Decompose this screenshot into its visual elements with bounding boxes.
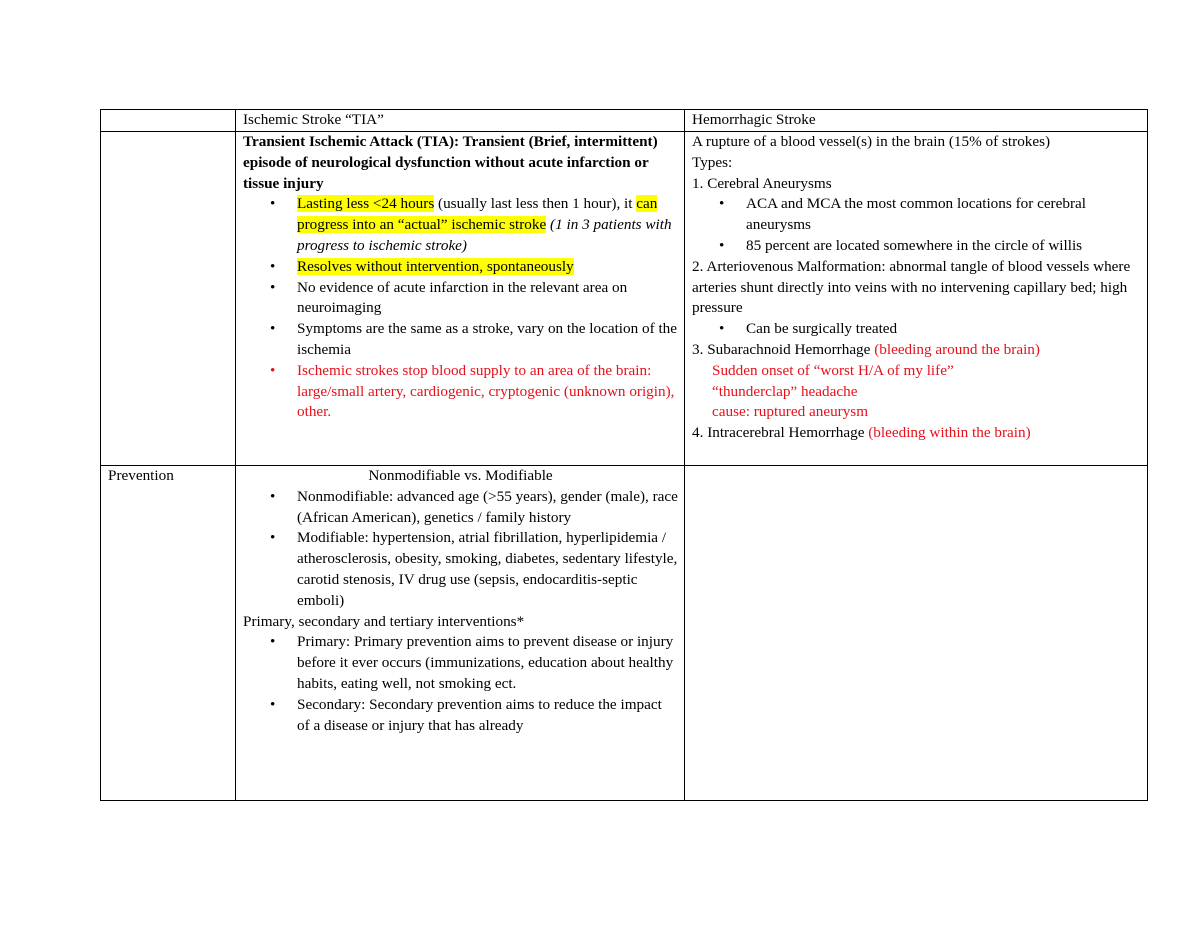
header-ischemic-stroke: Ischemic Stroke “TIA”: [236, 110, 685, 132]
subarachnoid-label: 3. Subarachnoid Hemorrhage: [692, 340, 875, 358]
list-item: • Secondary: Secondary prevention aims to reduce the impact of a disease or injury that has already: [243, 695, 678, 737]
text-duration-detail: (usually last less then 1 hour), it: [434, 195, 637, 213]
intervention-list: [243, 632, 678, 736]
prevention-heading: Nonmodifiable vs. Modifiable: [368, 467, 553, 484]
hemorrhagic-definition-cell: [685, 132, 1148, 466]
list-item-red: • Ischemic strokes stop blood supply to an area of the brain: large/small artery, cardiogenic, cryptogenic (unknown origin), other.: [243, 361, 678, 423]
table-row-definitions: [101, 132, 1148, 466]
intracerebral-label: 4. Intracerebral Hemorrhage: [692, 424, 869, 442]
list-item: • Nonmodifiable: advanced age (>55 years), gender (male), race (African American), genetics / family history: [243, 487, 678, 529]
prevention-cell: [236, 466, 685, 801]
subarachnoid-note: (bleeding around the brain): [874, 340, 1040, 358]
table-header-row: [101, 110, 1148, 132]
types-label: Types:: [692, 153, 733, 171]
subarachnoid-line-3: cause: ruptured aneurysm: [712, 403, 869, 421]
tia-definition: Transient Ischemic Attack (TIA): Transient (Brief, intermittent) episode of neurological dysfunction without acute infarction or tissue injury: [243, 133, 658, 192]
row-label-empty: [101, 132, 236, 466]
avm-bullet-list: [692, 319, 1141, 340]
list-item: • 85 percent are located somewhere in the circle of willis: [692, 236, 1141, 257]
tia-bullet-list: [243, 194, 678, 423]
list-item: • Symptoms are the same as a stroke, vary on the location of the ischemia: [243, 319, 678, 361]
hemorrhage-intro: A rupture of a blood vessel(s) in the brain (15% of strokes): [692, 133, 1051, 150]
intervention-levels-heading: Primary, secondary and tertiary interventions*: [243, 612, 525, 630]
prevention-hemorrhagic-cell: [685, 466, 1148, 801]
stroke-comparison-table: [100, 109, 1148, 801]
aneurysm-bullet-list: [692, 194, 1141, 256]
list-item: • Modifiable: hypertension, atrial fibrillation, hyperlipidemia / atherosclerosis, obesity, smoking, diabetes, sedentary lifestyle, carotid stenosis, IV drug use (sepsis, endocarditis-septic emboli): [243, 528, 678, 611]
ischemic-definition-cell: [236, 132, 685, 466]
list-item: • ACA and MCA the most common locations for cerebral aneurysms: [692, 194, 1141, 236]
list-item: • Primary: Primary prevention aims to prevent disease or injury before it ever occurs (immunizations, education about healthy habits, eating well, not smoking ect.: [243, 632, 678, 694]
header-cell-empty: [101, 110, 236, 132]
header-hemorrhagic-stroke: Hemorrhagic Stroke: [685, 110, 1148, 132]
type-subarachnoid: [692, 340, 1141, 361]
type-intracerebral: [692, 423, 1141, 444]
subarachnoid-line-1: Sudden onset of “worst H/A of my life”: [712, 361, 954, 379]
intracerebral-note: (bleeding within the brain): [868, 424, 1031, 442]
progress-ratio-note: (1 in 3 patients with progress to ischemic stroke): [297, 216, 672, 254]
list-item: [243, 194, 678, 256]
type-avm: 2. Arteriovenous Malformation: abnormal tangle of blood vessels where arteries shunt directly into veins with no intervening capillary bed; high pressure: [692, 257, 1131, 317]
highlight-duration: Lasting less <24 hours: [297, 195, 435, 213]
table-row-prevention: [101, 466, 1148, 801]
highlight-progress: can progress into an “actual” ischemic stroke: [297, 195, 658, 234]
list-item: • Can be surgically treated: [692, 319, 1141, 340]
list-item: • No evidence of acute infarction in the relevant area on neuroimaging: [243, 278, 678, 320]
row-label-prevention: Prevention: [101, 466, 236, 801]
subarachnoid-line-2: “thunderclap” headache: [712, 382, 858, 400]
type-cerebral-aneurysms: 1. Cerebral Aneurysms: [692, 174, 832, 192]
highlight-resolves: Resolves without intervention, spontaneously: [297, 257, 574, 275]
list-item: [243, 257, 678, 278]
risk-factor-list: [243, 487, 678, 612]
